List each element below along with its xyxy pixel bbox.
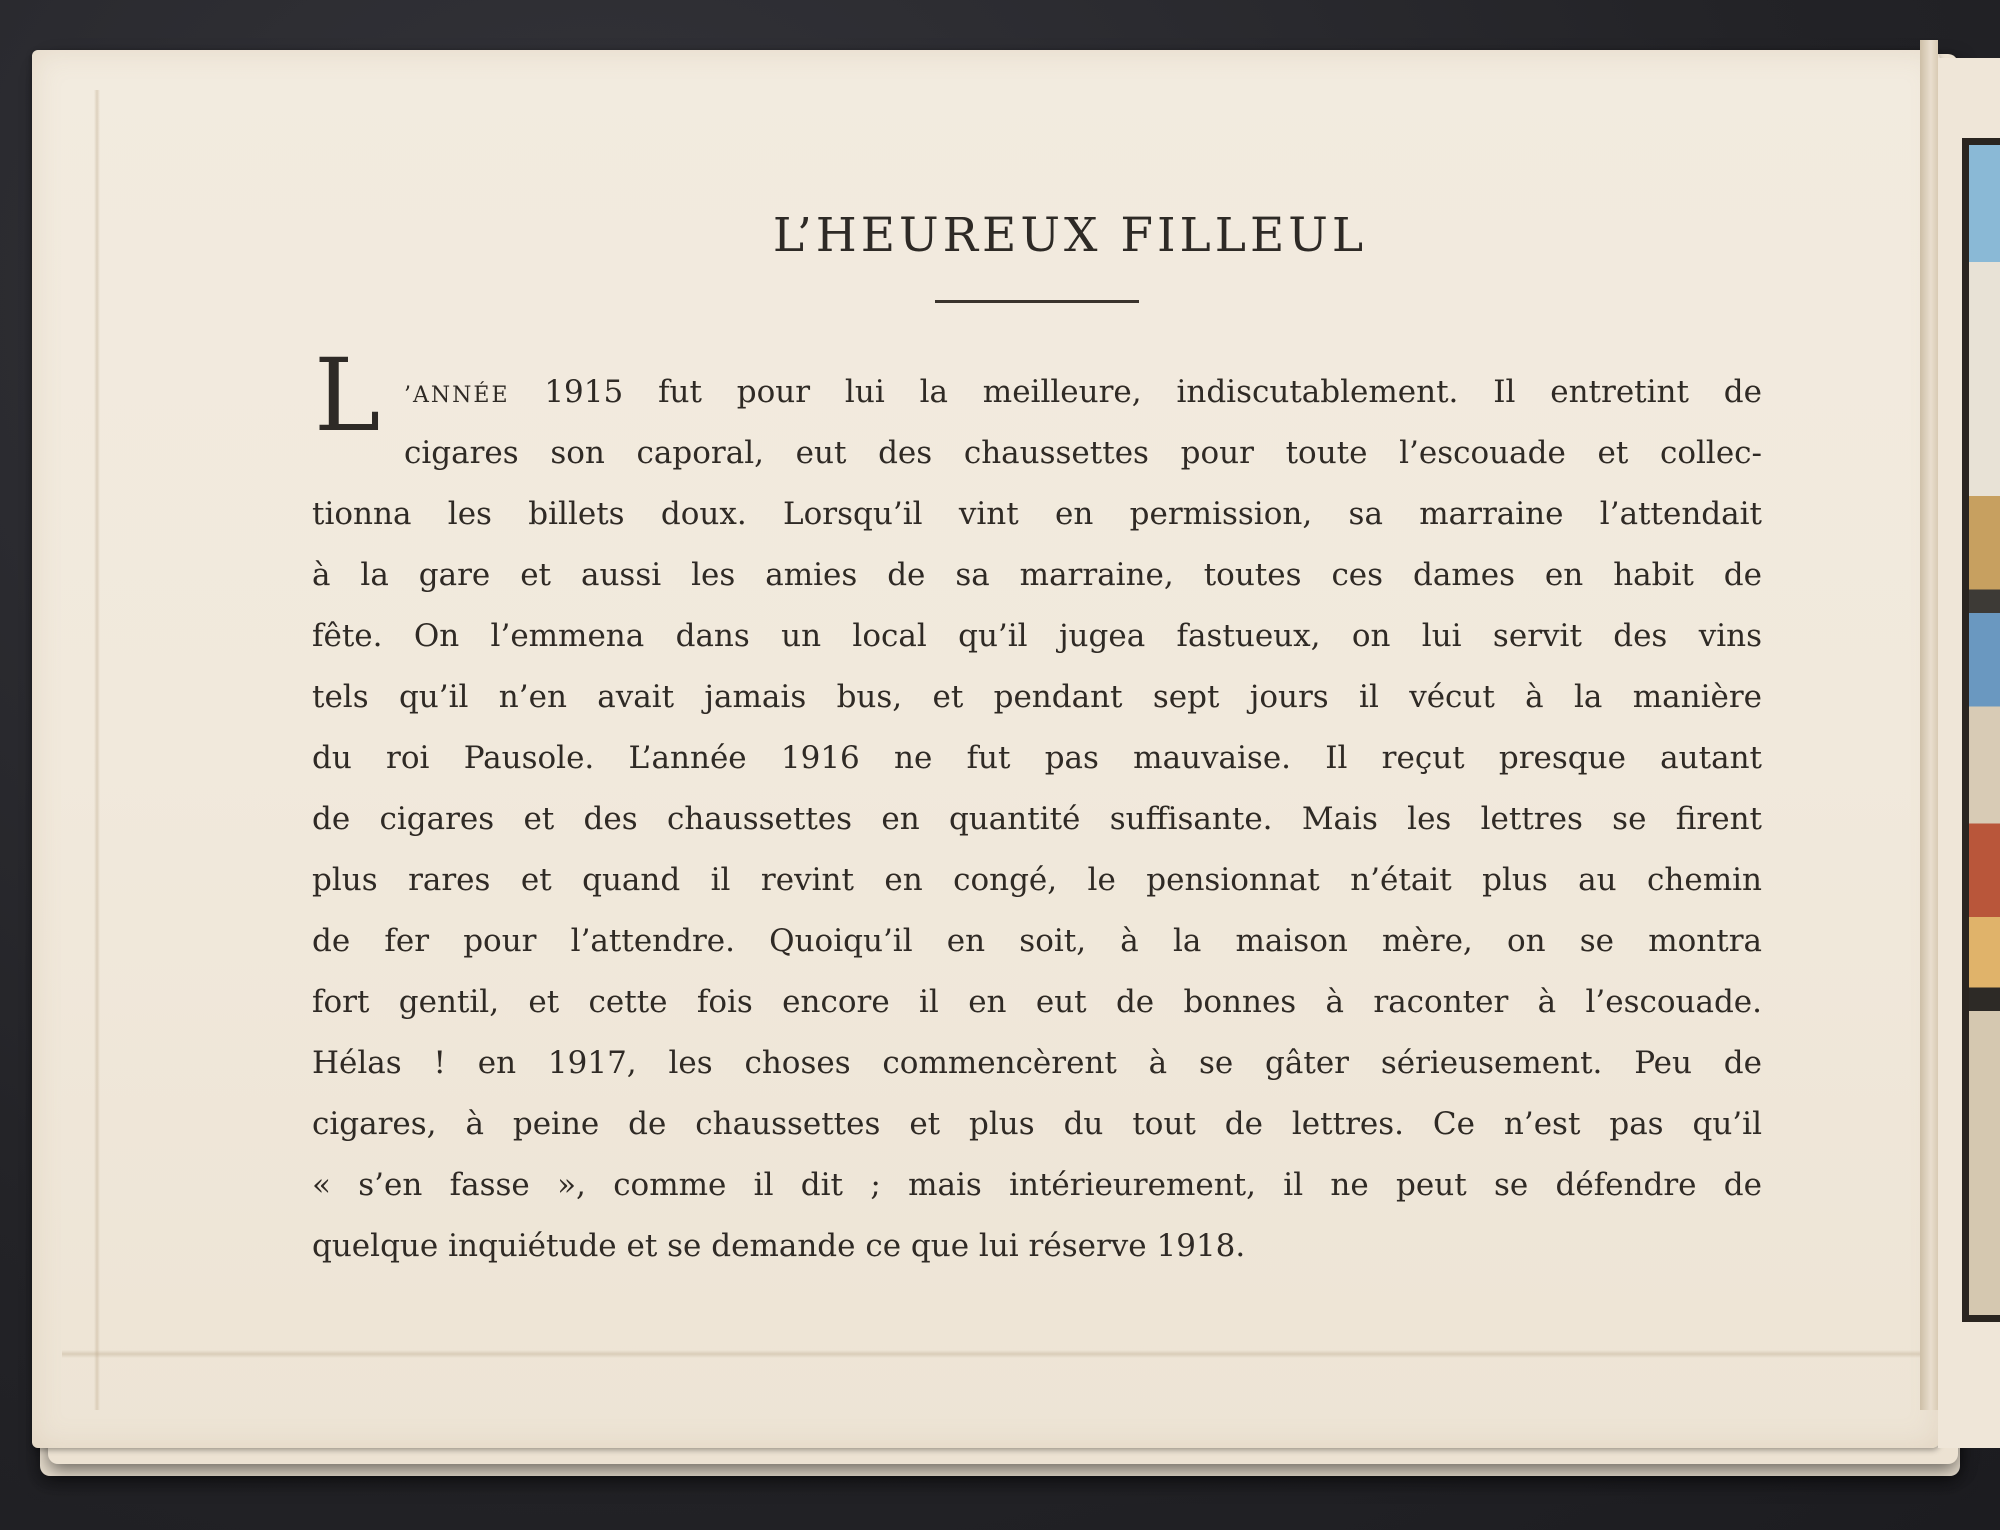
text-line-2: cigares son caporal, eut des chaussettes pour toute l’escouade et collec- (404, 435, 1762, 471)
text-line-11: fort gentil, et cette fois encore il en eut de bonnes à raconter à l’escouade. (312, 984, 1762, 1020)
text-line-15: quelque inquiétude et se demande ce que lui réserve 1918. (312, 1228, 1246, 1264)
text-line-1-rest: 1915 fut pour lui la meilleure, indiscutablement. Il entretint de (509, 374, 1762, 410)
page-fold-left (94, 90, 100, 1410)
text-line-7: du roi Pausole. L’année 1916 ne fut pas mauvaise. Il reçut presque autant (312, 740, 1762, 776)
page-title: L’HEUREUX FILLEUL (772, 208, 1368, 263)
facing-page-illustration (1962, 138, 2000, 1322)
title-rule (935, 300, 1139, 303)
text-line-6: tels qu’il n’en avait jamais bus, et pendant sept jours il vécut à la manière (312, 679, 1762, 715)
text-line-3: tionna les billets doux. Lorsqu’il vint en permission, sa marraine l’attendait (312, 496, 1762, 532)
first-word-smallcaps: ’ANNÉE (404, 383, 510, 408)
text-line-13: cigares, à peine de chaussettes et plus du tout de lettres. Ce n’est pas qu’il (312, 1106, 1762, 1142)
text-line-1 (312, 362, 1762, 423)
text-line-5: fête. On l’emmena dans un local qu’il jugea fastueux, on lui servit des vins (312, 618, 1762, 654)
text-line-4: à la gare et aussi les amies de sa marraine, toutes ces dames en habit de (312, 557, 1762, 593)
page-fold-bottom (62, 1350, 1940, 1358)
drop-cap: L (314, 337, 381, 454)
text-line-8: de cigares et des chaussettes en quantité suffisante. Mais les lettres se firent (312, 801, 1762, 837)
text-line-9: plus rares et quand il revint en congé, le pensionnat n’était plus au chemin (312, 862, 1762, 898)
text-line-12: Hélas ! en 1917, les choses commencèrent à se gâter sérieusement. Peu de (312, 1045, 1762, 1081)
text-line-14: « s’en fasse », comme il dit ; mais intérieurement, il ne peut se défendre de (312, 1167, 1762, 1203)
text-line-10: de fer pour l’attendre. Quoiqu’il en soit, à la maison mère, on se montra (312, 923, 1762, 959)
body-text (312, 362, 1762, 1277)
